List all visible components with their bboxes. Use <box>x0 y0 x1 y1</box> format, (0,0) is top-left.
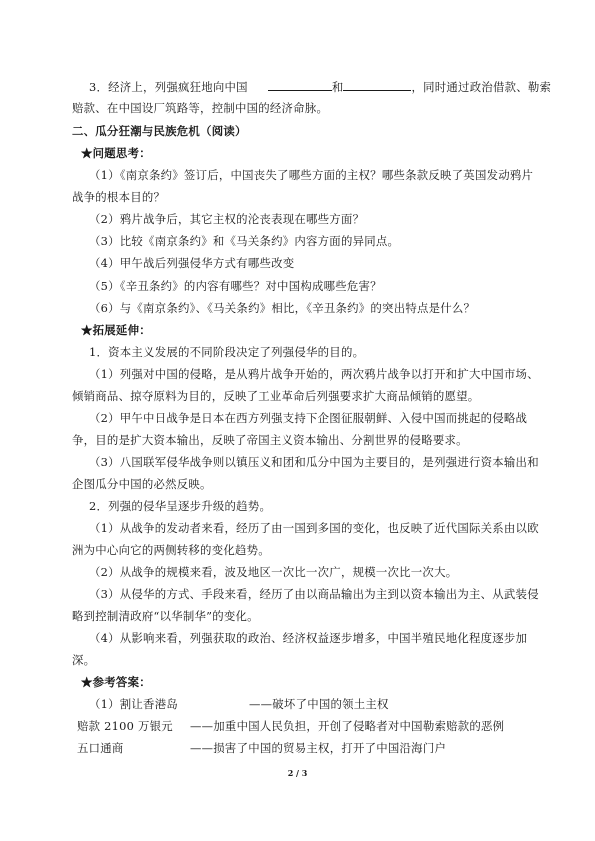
answer-row-1-term: （1）割让香港岛 <box>89 697 178 711</box>
extension-2-3-line-1: （3）从侵华的方式、手段来看，经历了由以商品输出为主到以资本输出为主、从武装侵 <box>89 587 539 601</box>
question-3: （3）比较《南京条约》和《马关条约》内容方面的异同点。 <box>89 234 400 248</box>
answer-row-2-term: 赔款 2100 万银元 <box>77 719 173 733</box>
answer-blank-1 <box>268 79 332 91</box>
question-6: （6）与《南京条约》、《马关条约》相比，《辛丑条约》的突出特点是什么？ <box>89 301 476 315</box>
extension-2-3-line-2: 略到控制清政府“以华制华”的变化。 <box>72 609 259 623</box>
question-5: （5）《辛丑条约》的内容有哪些？对中国构成哪些危害？ <box>89 279 382 293</box>
extension-2-1-line-2: 洲为中心向它的两侧转移的变化趋势。 <box>72 543 270 557</box>
extension-1-1-line-1: （1）列强对中国的侵略，是从鸦片战争开始的，两次鸦片战争以打开和扩大中国市场、 <box>89 367 539 381</box>
questions-heading: ★问题思考： <box>81 146 151 160</box>
extension-2-2: （2）从战争的规模来看，波及地区一次比一次广，规模一次比一次大。 <box>89 565 458 579</box>
extension-1-1-line-2: 倾销商品、掠夺原料为目的，反映了工业革命后列强要求扩大商品倾销的愿望。 <box>72 389 480 403</box>
q3-text-1: 3．经济上，列强疯狂地向中国 <box>89 80 248 94</box>
answer-row-3-desc: ——损害了中国的贸易主权，打开了中国沿海门户 <box>190 741 447 755</box>
question-4: （4）甲午战后列强侵华方式有哪些改变 <box>89 256 295 270</box>
question-2: （2）鸦片战争后，其它主权的沦丧表现在哪些方面？ <box>89 212 365 226</box>
extension-2-4-line-2: 深。 <box>72 653 96 667</box>
answer-row-3-term: 五口通商 <box>77 741 124 755</box>
page-number: 2 / 3 <box>287 768 308 778</box>
q3-continuation: 赔款、在中国设厂筑路等，控制中国的经济命脉。 <box>72 101 329 115</box>
q3-line <box>89 79 551 94</box>
extension-point-2: 2．列强的侵华呈逐步升级的趋势。 <box>89 499 272 513</box>
question-1-line-1: （1）《南京条约》签订后，中国丧失了哪些方面的主权？哪些条款反映了英国发动鸦片 <box>89 168 534 182</box>
extension-heading: ★拓展延伸： <box>81 323 151 337</box>
answer-blank-2 <box>343 79 411 91</box>
extension-point-1: 1．资本主义发展的不同阶段决定了列强侵华的目的。 <box>89 345 365 359</box>
extension-2-4-line-1: （4）从影响来看，列强获取的政治、经济权益逐步增多，中国半殖民地化程度逐步加 <box>89 631 528 645</box>
q3-text-and: 和 <box>331 80 344 94</box>
answers-heading: ★参考答案： <box>81 675 151 689</box>
extension-1-2-line-2: 争，目的是扩大资本输出，反映了帝国主义资本输出、分割世界的侵略要求。 <box>72 433 468 447</box>
section-heading: 二、瓜分狂潮与民族危机（阅读） <box>72 124 247 138</box>
q3-text-2: ，同时通过政治借款、勒索 <box>411 80 552 94</box>
extension-2-1-line-1: （1）从战争的发动者来看，经历了由一国到多国的变化，也反映了近代国际关系由以欧 <box>89 521 539 535</box>
extension-1-2-line-1: （2）甲午中日战争是日本在西方列强支持下企图征服朝鲜、入侵中国而挑起的侵略战 <box>89 411 528 425</box>
question-1-line-2: 战争的根本目的？ <box>72 190 166 204</box>
extension-1-3-line-2: 企图瓜分中国的必然反映。 <box>72 477 212 491</box>
answer-row-2-desc: ——加重中国人民负担，开创了侵略者对中国勒索赔款的恶例 <box>190 719 505 733</box>
extension-1-3-line-1: （3）八国联军侵华战争则以镇压义和团和瓜分中国为主要目的，是列强进行资本输出和 <box>89 455 539 469</box>
answer-row-1-desc: ——破坏了中国的领土主权 <box>249 697 389 711</box>
